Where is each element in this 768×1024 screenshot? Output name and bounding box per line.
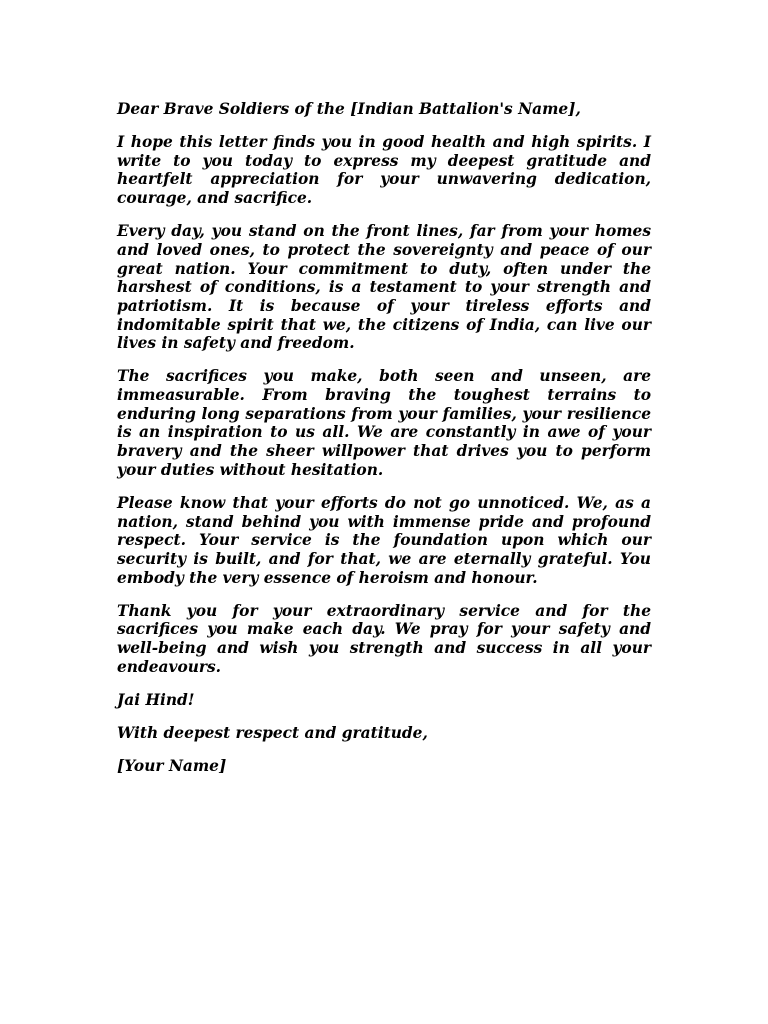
letter-signature: [Your Name]: [117, 756, 227, 775]
letter-sign-off: With deepest respect and gratitude,: [117, 723, 428, 742]
letter-paragraph-5: Thank you for your extraordinary service and for the sacrifices you make each day. We pray for your safety and well-being and wish you strength and success in all your endeavours.: [117, 601, 651, 676]
letter-closing-cheer: Jai Hind!: [117, 690, 195, 709]
letter-paragraph-4: Please know that your efforts do not go unnoticed. We, as a nation, stand behind you with immense pride and profound respect. Your service is the foundation upon which our security is built, and for that, we are eternally grateful. You embody the very essence of heroism and honour.: [117, 493, 651, 587]
letter-salutation: Dear Brave Soldiers of the [Indian Battalion's Name],: [117, 100, 581, 118]
letter-paragraph-2: Every day, you stand on the front lines, far from your homes and loved ones, to protect the sovereignty and peace of our great nation. Your commitment to duty, often under the harshest of conditions, is a testament to your strength and patriotism. It is because of your tireless efforts and indomitable spirit that we, the citizens of India, can live our lives in safety and freedom.: [117, 222, 651, 353]
letter-paragraph-3: The sacrifices you make, both seen and unseen, are immeasurable. From braving the toughest terrains to enduring long separations from your families, your resilience is an inspiration to us all. We are constantly in awe of your bravery and the sheer willpower that drives you to perform your duties without hesitation.: [117, 367, 651, 479]
letter-paragraph-1: I hope this letter finds you in good health and high spirits. I write to you today to express my deepest gratitude and heartfelt appreciation for your unwavering dedication, courage, and sacrifice.: [117, 133, 651, 208]
letter-body: [117, 100, 651, 790]
